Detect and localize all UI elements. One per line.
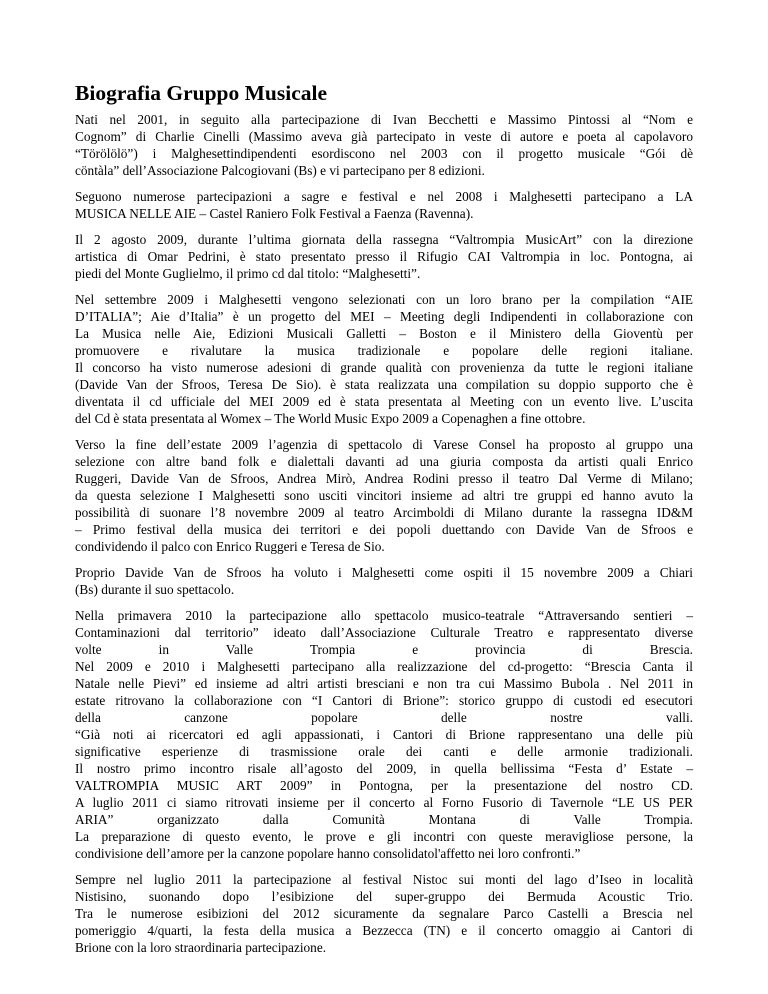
text-line: Cognom” di Charlie Cinelli (Massimo aveva già partecipato in veste di autore e poeta al capolavoro — [75, 129, 693, 144]
text-line: (Davide Van der Sfroos, Teresa De Sio). è stata realizzata una compilation su doppio supporto che è — [75, 377, 693, 392]
paragraph — [75, 111, 693, 179]
paragraph — [75, 871, 693, 956]
text-line: Proprio Davide Van de Sfroos ha voluto i Malghesetti come ospiti il 15 novembre 2009 a Chiari — [75, 565, 693, 580]
paragraph — [75, 607, 693, 862]
text-line: Brione con la loro straordinaria partecipazione. — [75, 940, 327, 955]
text-line: Natale nelle Pievi” ed insieme ad altri artisti bresciani e non tra cui Massimo Bubola . Nel 2011 in — [75, 676, 693, 691]
document-page — [75, 80, 693, 965]
text-line: significative esperienze di trasmissione orale dei canti e delle armonie tradizionali. — [75, 744, 693, 759]
text-line: Sempre nel luglio 2011 la partecipazione al festival Nistoc sui monti del lago d’Iseo in località — [75, 872, 693, 887]
paragraph — [75, 436, 693, 555]
text-line: Seguono numerose partecipazioni a sagre e festival e nel 2008 i Malghesetti partecipano a LA — [75, 189, 693, 204]
text-line: condivisione dell’amore per la canzone popolare hanno consolidatol'affetto nei loro confronti.” — [75, 846, 581, 861]
paragraph — [75, 564, 693, 598]
text-line: Verso la fine dell’estate 2009 l’agenzia di spettacolo di Varese Consel ha proposto al gruppo una — [75, 437, 693, 452]
text-line: Contaminazioni dal territorio” ideato dall’Associazione Culturale Treatro e rappresentato diverse — [75, 625, 693, 640]
document-body — [75, 111, 693, 956]
text-line: promuovere e rivalutare la musica tradizionale e popolare delle regioni italiane. — [75, 343, 693, 358]
text-line: condividendo il palco con Enrico Ruggeri e Teresa de Sio. — [75, 539, 385, 554]
text-line: “Törölölö”) i Malghesettindipendenti esordiscono nel 2003 con il progetto musicale “Gói dè — [75, 146, 693, 161]
text-line: La preparazione di questo evento, le prove e gli incontri con queste meravigliose persone, la — [75, 829, 693, 844]
text-line: Nistisino, suonando dopo l’esibizione del super-gruppo dei Bermuda Acoustic Trio. — [75, 889, 693, 904]
text-line: A luglio 2011 ci siamo ritrovati insieme per il concerto al Forno Fusorio di Tavernole “LE US PER — [75, 795, 693, 810]
text-line: selezione con altre band folk e dialettali davanti ad una giuria composta da artisti quali Enrico — [75, 454, 693, 469]
text-line: Il concorso ha visto numerose adesioni di grande qualità con provenienza da tutte le regioni italiane — [75, 360, 693, 375]
text-line: Nella primavera 2010 la partecipazione allo spettacolo musico-teatrale “Attraversando sentieri – — [75, 608, 693, 623]
paragraph — [75, 231, 693, 282]
text-line: della canzone popolare delle nostre valli. — [75, 710, 693, 725]
text-line: cöntàla” dell’Associazione Palcogiovani (Bs) e vi partecipano per 8 edizioni. — [75, 163, 485, 178]
text-line: Nel settembre 2009 i Malghesetti vengono selezionati con un loro brano per la compilation “AIE — [75, 292, 693, 307]
text-line: ARIA” organizzato dalla Comunità Montana di Valle Trompia. — [75, 812, 693, 827]
text-line: D’ITALIA”; Aie d’Italia” è un progetto del MEI – Meeting degli Indipendenti in collaborazione con — [75, 309, 693, 324]
text-line: (Bs) durante il suo spettacolo. — [75, 582, 235, 597]
paragraph — [75, 188, 693, 222]
text-line: MUSICA NELLE AIE – Castel Raniero Folk Festival a Faenza (Ravenna). — [75, 206, 474, 221]
text-line: “Già noti ai ricercatori ed agli appassionati, i Cantori di Brione rappresentano una delle più — [75, 727, 693, 742]
text-line: possibilità di suonare l’8 novembre 2009 al teatro Arcimboldi di Milano durante la rassegna ID&M — [75, 505, 693, 520]
text-line: Ruggeri, Davide Van de Sfroos, Andrea Mirò, Andrea Rodini presso il teatro Dal Verme di Milano; — [75, 471, 693, 486]
paragraph — [75, 291, 693, 427]
text-line: Tra le numerose esibizioni del 2012 sicuramente da segnalare Parco Castelli a Brescia nel — [75, 906, 693, 921]
text-line: artistica di Omar Pedrini, è stato presentato presso il Rifugio CAI Valtrompia in loc. Pontogna, ai — [75, 249, 693, 264]
text-line: – Primo festival della musica dei territori e dei popoli duettando con Davide Van de Sfroos e — [75, 522, 693, 537]
text-line: pomeriggio 4/quarti, la festa della musica a Bezzecca (TN) e il concerto omaggio ai Cantori di — [75, 923, 693, 938]
text-line: Nati nel 2001, in seguito alla partecipazione di Ivan Becchetti e Massimo Pintossi al “Nom e — [75, 112, 693, 127]
text-line: estate ritrovano la collaborazione con “I Cantori di Brione”: storico gruppo di custodi ed esecutori — [75, 693, 693, 708]
text-line: Il nostro primo incontro risale all’agosto del 2009, in quella bellissima “Festa d’ Estate – — [75, 761, 693, 776]
text-line: diventata il cd ufficiale del MEI 2009 ed è stata presentata al Meeting con un evento live. L’uscita — [75, 394, 693, 409]
text-line: VALTROMPIA MUSIC ART 2009” in Pontogna, per la presentazione del nostro CD. — [75, 778, 693, 793]
document-title: Biografia Gruppo Musicale — [75, 81, 328, 105]
text-line: volte in Valle Trompia e provincia di Brescia. — [75, 642, 693, 657]
text-line: del Cd è stata presentata al Womex – The World Music Expo 2009 a Copenaghen a fine ottobre. — [75, 411, 586, 426]
text-line: da questa selezione I Malghesetti sono usciti vincitori insieme ad altri tre gruppi ed hanno avuto la — [75, 488, 693, 503]
text-line: Nel 2009 e 2010 i Malghesetti partecipano alla realizzazione del cd-progetto: “Brescia Canta il — [75, 659, 693, 674]
text-line: Il 2 agosto 2009, durante l’ultima giornata della rassegna “Valtrompia MusicArt” con la direzione — [75, 232, 693, 247]
text-line: piedi del Monte Guglielmo, il primo cd dal titolo: “Malghesetti”. — [75, 266, 421, 281]
text-line: La Musica nelle Aie, Edizioni Musicali Galletti – Boston e il Ministero della Gioventù per — [75, 326, 693, 341]
